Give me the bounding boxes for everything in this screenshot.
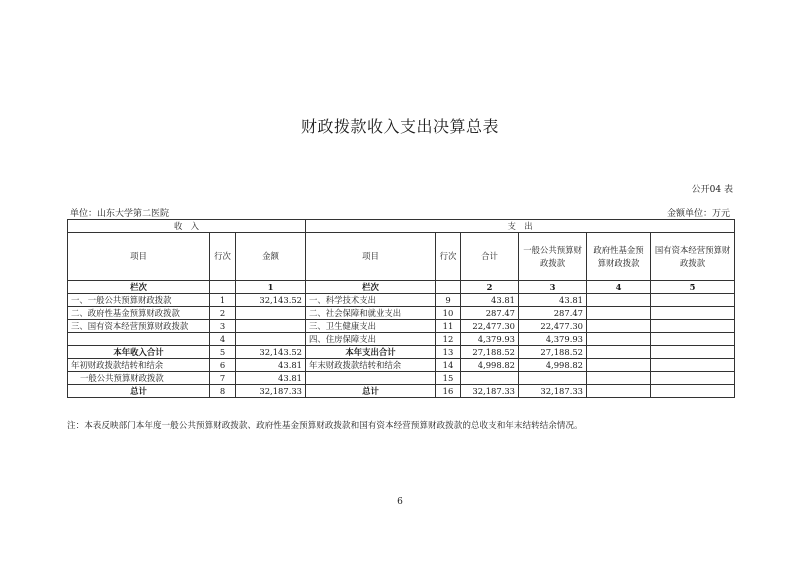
- expense-line-no: 10: [436, 307, 461, 320]
- income-line-no: 8: [210, 385, 236, 398]
- column-index-row: [68, 281, 735, 294]
- income-item: 三、国有资本经营预算财政拨款: [68, 320, 210, 333]
- page-title: 财政拨款收入支出决算总表: [300, 117, 499, 136]
- expense-general-budget: 43.81: [519, 294, 587, 307]
- expense-general-budget: 4,998.82: [519, 359, 587, 372]
- page-number: 6: [397, 497, 403, 507]
- expense-item: 本年支出合计: [306, 346, 436, 359]
- expense-line-no: 15: [436, 372, 461, 385]
- table-row: [68, 346, 735, 359]
- table-row: [68, 320, 735, 333]
- expense-line-no: 9: [436, 294, 461, 307]
- expense-total: 43.81: [461, 294, 519, 307]
- expense-item: 一、科学技术支出: [306, 294, 436, 307]
- income-amount: 32,143.52: [236, 294, 306, 307]
- income-item-header: 项目: [68, 233, 210, 281]
- table-row: [68, 359, 735, 372]
- income-line-no: 5: [210, 346, 236, 359]
- table-row: [68, 333, 735, 346]
- table-note: 注：本表反映部门本年度一般公共预算财政拨款、政府性基金预算财政拨款和国有资本经营预算财政拨款的总收支和年末结转结余情况。: [67, 421, 583, 431]
- expense-total: 287.47: [461, 307, 519, 320]
- expense-general-budget: [519, 372, 587, 385]
- expense-total: 4,379.93: [461, 333, 519, 346]
- column-header-row: [68, 233, 735, 281]
- col-index-2: 2: [461, 281, 519, 294]
- col-index-5: 5: [651, 281, 735, 294]
- expense-state-capital: [651, 307, 735, 320]
- expense-total: 4,998.82: [461, 359, 519, 372]
- gov-fund-header: 政府性基金预算财政拨款: [587, 233, 651, 281]
- income-line-header: 行次: [210, 233, 236, 281]
- expense-gov-fund: [587, 307, 651, 320]
- expense-item: 三、卫生健康支出: [306, 320, 436, 333]
- expense-general-budget: 27,188.52: [519, 346, 587, 359]
- expense-total: 32,187.33: [461, 385, 519, 398]
- expense-gov-fund: [587, 320, 651, 333]
- expense-state-capital: [651, 320, 735, 333]
- expense-line-no: 16: [436, 385, 461, 398]
- income-line-no: 7: [210, 372, 236, 385]
- expense-total: 27,188.52: [461, 346, 519, 359]
- expense-gov-fund: [587, 385, 651, 398]
- expense-item-header: 项目: [306, 233, 436, 281]
- income-amount: 43.81: [236, 359, 306, 372]
- expense-line-no: 14: [436, 359, 461, 372]
- col-index-4: 4: [587, 281, 651, 294]
- table-row: [68, 294, 735, 307]
- income-section-header: 收 入: [68, 220, 306, 233]
- table-row: [68, 385, 735, 398]
- expense-state-capital: [651, 294, 735, 307]
- expense-total-header: 合计: [461, 233, 519, 281]
- col-index-empty: [210, 281, 236, 294]
- income-item: 一、一般公共预算财政拨款: [68, 294, 210, 307]
- expense-gov-fund: [587, 359, 651, 372]
- expense-section-header: 支 出: [306, 220, 735, 233]
- income-amount: [236, 333, 306, 346]
- expense-line-no: 11: [436, 320, 461, 333]
- expense-gov-fund: [587, 372, 651, 385]
- col-index-label: 栏次: [68, 281, 210, 294]
- col-index-3: 3: [519, 281, 587, 294]
- expense-item: 四、住房保障支出: [306, 333, 436, 346]
- expense-item: [306, 372, 436, 385]
- expense-gov-fund: [587, 346, 651, 359]
- expense-state-capital: [651, 359, 735, 372]
- income-item: 二、政府性基金预算财政拨款: [68, 307, 210, 320]
- income-line-no: 3: [210, 320, 236, 333]
- expense-gov-fund: [587, 333, 651, 346]
- income-line-no: 1: [210, 294, 236, 307]
- expense-total: [461, 372, 519, 385]
- expense-state-capital: [651, 385, 735, 398]
- expense-state-capital: [651, 372, 735, 385]
- expense-item: 二、社会保障和就业支出: [306, 307, 436, 320]
- income-amount: 32,143.52: [236, 346, 306, 359]
- income-line-no: 6: [210, 359, 236, 372]
- state-capital-header: 国有资本经营预算财政拨款: [651, 233, 735, 281]
- expense-line-header: 行次: [436, 233, 461, 281]
- expense-line-no: 12: [436, 333, 461, 346]
- income-item: 年初财政拨款结转和结余: [68, 359, 210, 372]
- summary-table: [67, 219, 735, 398]
- table-row: [68, 372, 735, 385]
- col-index-label-expense: 栏次: [306, 281, 436, 294]
- form-number: 公开04 表: [691, 185, 733, 195]
- expense-item: 年末财政拨款结转和结余: [306, 359, 436, 372]
- expense-total: 22,477.30: [461, 320, 519, 333]
- income-line-no: 2: [210, 307, 236, 320]
- unit-name: 单位：山东大学第二医院: [70, 209, 170, 219]
- expense-line-no: 13: [436, 346, 461, 359]
- income-item: [68, 333, 210, 346]
- income-amount: [236, 320, 306, 333]
- expense-general-budget: 22,477.30: [519, 320, 587, 333]
- expense-general-budget: 4,379.93: [519, 333, 587, 346]
- expense-general-budget: 287.47: [519, 307, 587, 320]
- income-amount-header: 金额: [236, 233, 306, 281]
- col-index-empty: [436, 281, 461, 294]
- income-item: 一般公共预算财政拨款: [68, 372, 210, 385]
- general-budget-header: 一般公共预算财政拨款: [519, 233, 587, 281]
- expense-gov-fund: [587, 294, 651, 307]
- income-amount: [236, 307, 306, 320]
- expense-item: 总计: [306, 385, 436, 398]
- income-amount: 32,187.33: [236, 385, 306, 398]
- income-item: 本年收入合计: [68, 346, 210, 359]
- expense-state-capital: [651, 333, 735, 346]
- expense-state-capital: [651, 346, 735, 359]
- expense-general-budget: 32,187.33: [519, 385, 587, 398]
- income-line-no: 4: [210, 333, 236, 346]
- table-row: [68, 307, 735, 320]
- income-amount: 43.81: [236, 372, 306, 385]
- income-item: 总计: [68, 385, 210, 398]
- amount-unit: 金额单位：万元: [666, 209, 730, 219]
- section-header-row: [68, 220, 735, 233]
- col-index-1: 1: [236, 281, 306, 294]
